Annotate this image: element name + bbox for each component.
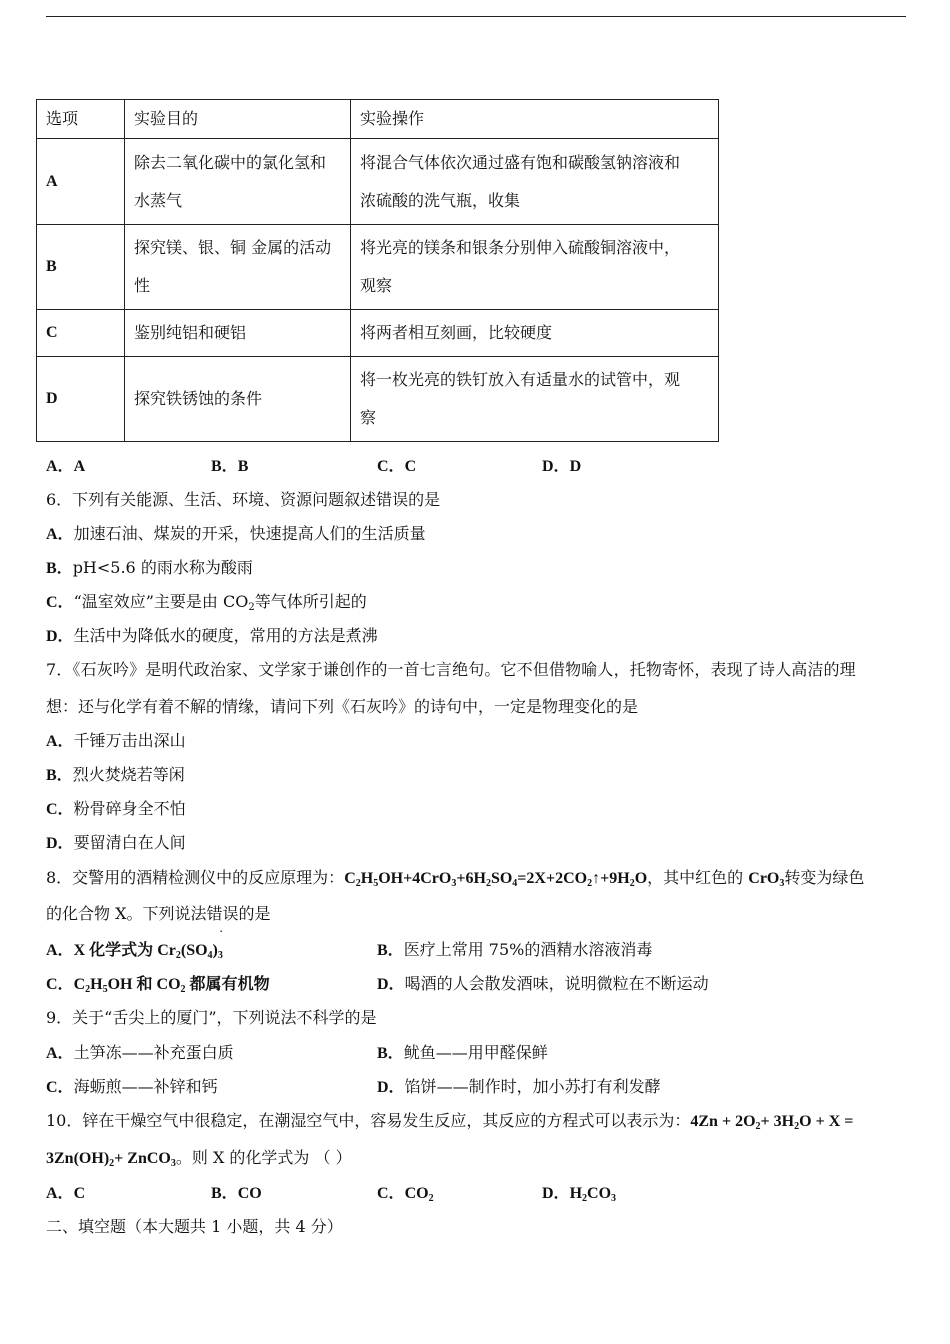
table-row bbox=[37, 139, 719, 225]
q8-option-d[interactable]: D．喝酒的人会散发酒味，说明微粒在不断运动 bbox=[377, 974, 709, 993]
q8-option-a[interactable]: A．X 化学式为 $Cr_2(SO_4)_3$ bbox=[46, 942, 223, 961]
row-option: B bbox=[37, 225, 125, 310]
experiment-table bbox=[36, 99, 719, 442]
table-row bbox=[37, 310, 719, 357]
q7-option-a[interactable]: A．千锤万击出深山 bbox=[46, 731, 186, 750]
q7-option-d[interactable]: D．要留清白在人间 bbox=[46, 833, 186, 852]
row-purpose: 除去二氧化碳中的氯化氢和 水蒸气 bbox=[125, 139, 351, 225]
header-purpose: 实验目的 bbox=[125, 100, 351, 139]
q5-option-c[interactable]: C．C bbox=[377, 458, 417, 475]
q6-option-b[interactable]: B．pH<5.6 的雨水称为酸雨 bbox=[46, 558, 253, 577]
row-operation: 将光亮的镁条和银条分别伸入硫酸铜溶液中， 观察 bbox=[351, 225, 719, 310]
header-rule bbox=[46, 16, 906, 17]
q10-equation-left: $4Zn + 2O_2+ 3H_2O + X$ = bbox=[690, 1113, 854, 1132]
q8-cro3: CrO$_3$ bbox=[748, 870, 785, 889]
row-operation: 将混合气体依次通过盛有饱和碳酸氢钠溶液和 浓硫酸的洗气瓶，收集 bbox=[351, 139, 719, 225]
q8-option-c[interactable]: C．$C_2H_5OH$ 和 $CO_2$ 都属有机物 bbox=[46, 976, 270, 995]
row-purpose: 探究镁、银、铜 金属的活动 性 bbox=[125, 225, 351, 310]
q5-option-b[interactable]: B．B bbox=[211, 458, 249, 475]
q9-option-b[interactable]: B．鱿鱼——用甲醛保鲜 bbox=[377, 1043, 548, 1062]
row-operation: 将两者相互刻画，比较硬度 bbox=[351, 310, 719, 357]
table-row bbox=[37, 357, 719, 442]
row-operation: 将一枚光亮的铁钉放入有适量水的试管中，观 察 bbox=[351, 357, 719, 442]
q10-option-a[interactable]: A．C bbox=[46, 1185, 86, 1202]
section-heading: 二、填空题（本大题共 1 小题，共 4 分） bbox=[46, 1217, 343, 1236]
q9-stem: 9．关于“舌尖上的厦门”，下列说法不科学的是 bbox=[46, 1008, 377, 1027]
row-option: C bbox=[37, 310, 125, 357]
q5-option-a[interactable]: A．A bbox=[46, 458, 86, 475]
q7-stem-line2: 想：还与化学有着不解的情缘，请问下列《石灰吟》的诗句中，一定是物理变化的是 bbox=[46, 697, 639, 716]
row-option: D bbox=[37, 357, 125, 442]
q8-emphasis: 错误 bbox=[206, 904, 239, 923]
q8-stem-line1: 8．交警用的酒精检测仪中的反应原理为：$C_2H_5OH+4CrO_3+6H_2SO_4=2X+2CO_2↑+9H_2O$，其中红色的 CrO$_3$转变为绿色 bbox=[46, 868, 865, 889]
q9-option-c[interactable]: C．海蛎煎——补锌和钙 bbox=[46, 1077, 218, 1096]
q9-option-a[interactable]: A．土笋冻——补充蛋白质 bbox=[46, 1043, 234, 1062]
q6-stem: 6．下列有关能源、生活、环境、资源问题叙述错误的是 bbox=[46, 490, 441, 509]
q10-stem-line2: $3Zn(OH)_2+$ ZnCO$_3$。则 X 的化学式为 （ ） bbox=[46, 1148, 352, 1169]
q6-option-d[interactable]: D．生活中为降低水的硬度，常用的方法是煮沸 bbox=[46, 626, 378, 645]
q7-option-c[interactable]: C．粉骨碎身全不怕 bbox=[46, 799, 186, 818]
q10-option-c[interactable]: C．$CO_2$ bbox=[377, 1185, 434, 1204]
q10-equation-right: $3Zn(OH)_2+$ ZnCO$_3$ bbox=[46, 1150, 176, 1169]
row-purpose: 探究铁锈蚀的条件 bbox=[125, 357, 351, 442]
table-header-row bbox=[37, 100, 719, 139]
header-option: 选项 bbox=[37, 100, 125, 139]
q5-option-d[interactable]: D．D bbox=[542, 458, 582, 475]
q10-stem-line1: 10．锌在干燥空气中很稳定，在潮湿空气中，容易发生反应，其反应的方程式可以表示为：$4Zn + 2O_2+ 3H_2O + X$ = bbox=[46, 1111, 854, 1132]
q7-option-b[interactable]: B．烈火焚烧若等闲 bbox=[46, 765, 185, 784]
q8-equation: $C_2H_5OH+4CrO_3+6H_2SO_4=2X+2CO_2↑+9H_2O$ bbox=[344, 870, 648, 889]
q6-option-a[interactable]: A．加速石油、煤炭的开采，快速提高人们的生活质量 bbox=[46, 524, 426, 543]
table-row bbox=[37, 225, 719, 310]
q7-stem-line1: 7．《石灰吟》是明代政治家、文学家于谦创作的一首七言绝句。它不但借物喻人，托物寄怀，表现了诗人高洁的理 bbox=[46, 660, 856, 679]
header-operation: 实验操作 bbox=[351, 100, 719, 139]
q8-stem-line2: 的化合物 X。下列说法错误的是 bbox=[46, 904, 271, 923]
q9-option-d[interactable]: D．馅饼——制作时，加小苏打有利发酵 bbox=[377, 1077, 661, 1096]
q10-option-b[interactable]: B．CO bbox=[211, 1185, 262, 1202]
q8-option-b[interactable]: B．医疗上常用 75%的酒精水溶液消毒 bbox=[377, 940, 653, 959]
row-purpose: 鉴别纯铝和硬铝 bbox=[125, 310, 351, 357]
q10-option-d[interactable]: D．$H_2CO_3$ bbox=[542, 1185, 617, 1204]
q6-option-c[interactable]: C．“温室效应”主要是由 $CO_2$等气体所引起的 bbox=[46, 592, 367, 613]
row-option: A bbox=[37, 139, 125, 225]
